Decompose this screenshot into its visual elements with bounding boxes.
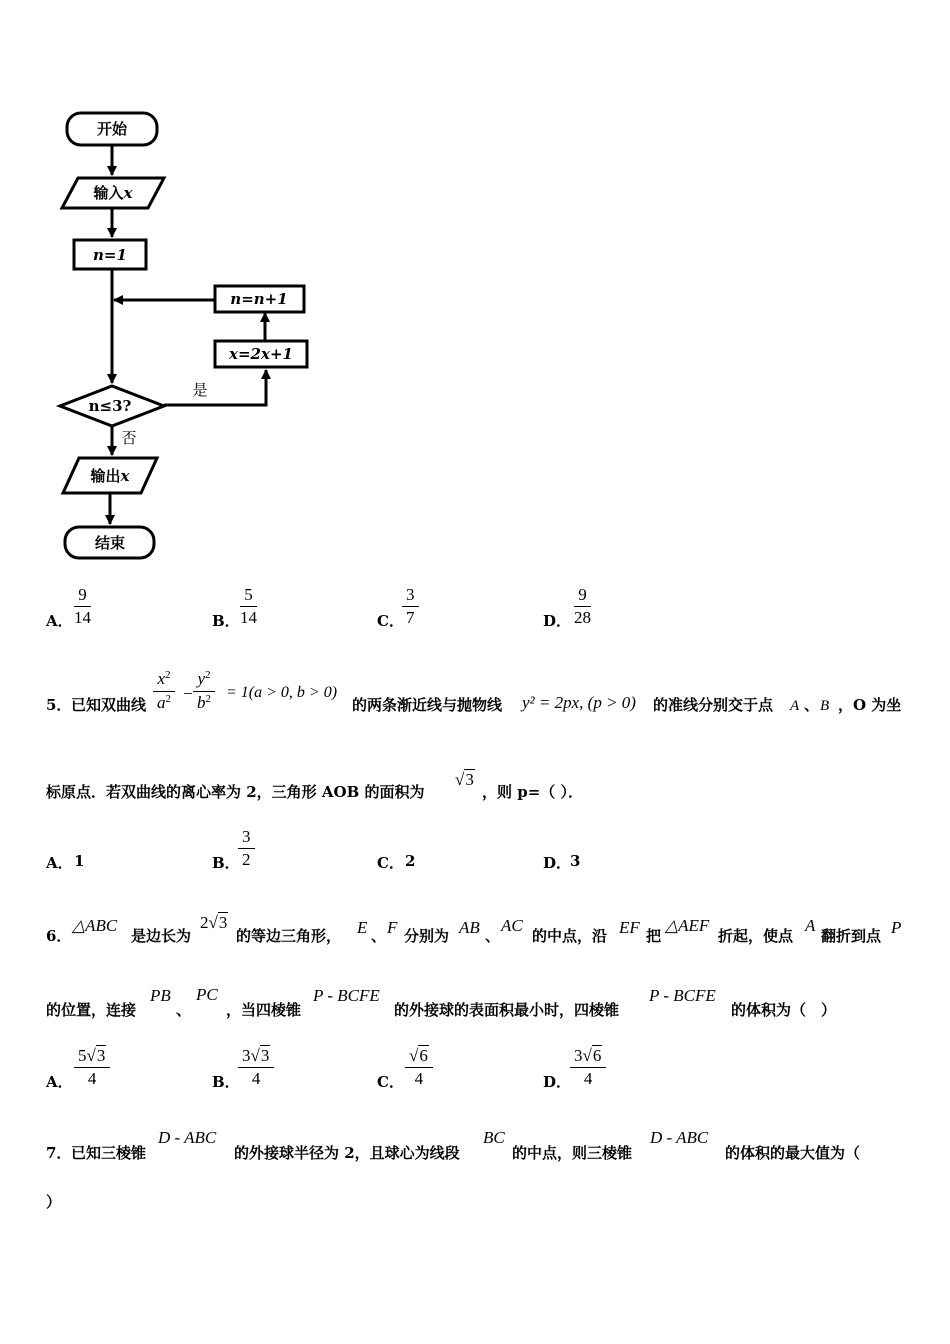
q6-point-f: F	[387, 918, 398, 937]
q5-hyperbola-minus: −	[183, 684, 193, 703]
q5-text-6: ，则 p=（ ）．	[482, 783, 584, 801]
q5-area-value: √3	[455, 770, 474, 789]
q6-text-8: 的位置，连接	[46, 1001, 137, 1019]
q6-separator-2: 、	[485, 927, 501, 945]
update-x-label: x=2x+1	[229, 345, 293, 363]
q7-segment-bc: BC	[483, 1128, 505, 1147]
q4-option-c-label: C．	[377, 612, 404, 630]
q5-separator: 、	[804, 696, 820, 714]
q5-option-d-value: 3	[570, 852, 581, 870]
q5-option-d-label: D．	[543, 854, 572, 872]
q4-option-b-label: B．	[212, 612, 240, 630]
q6-triangle-abc: △ABC	[72, 916, 118, 935]
q7-pyramid-2: D - ABC	[650, 1128, 709, 1147]
q5-point-b: B	[820, 698, 830, 714]
start-label: 开始	[96, 120, 128, 138]
q5-point-a: A	[790, 698, 800, 714]
q5-option-b-label: B．	[212, 854, 240, 872]
flowchart	[0, 0, 950, 580]
q7-text-5: ）	[46, 1193, 62, 1211]
q6-option-a-label: A．	[46, 1073, 73, 1091]
q6-pyramid-2: P - BCFE	[649, 986, 716, 1005]
q6-segment-pc: PC	[196, 985, 218, 1004]
q6-side-length: 2√3	[200, 913, 228, 932]
q7-text-1: 已知三棱锥	[71, 1144, 147, 1162]
q6-separator-1: 、	[371, 927, 387, 945]
q7-pyramid-1: D - ABC	[158, 1128, 217, 1147]
q6-option-b-value: $\frac{3√3}{4}$	[238, 1047, 274, 1088]
q6-text-7: 翻折到点	[821, 927, 882, 945]
q4-option-d-label: D．	[543, 612, 572, 630]
q6-pyramid-1: P - BCFE	[313, 986, 380, 1005]
q7-text-4: 的体积的最大值为（	[725, 1144, 861, 1162]
q5-option-c-value: 2	[405, 852, 416, 870]
q5-number: 5．	[46, 696, 72, 714]
no-label: 否	[121, 429, 137, 447]
q6-option-d-label: D．	[543, 1073, 572, 1091]
q5-text-5: 标原点．若双曲线的离心率为 2，三角形 AOB 的面积为	[46, 783, 425, 801]
q4-option-d-value: $\frac{9}{28}$	[574, 585, 591, 627]
q6-segment-ef: EF	[619, 918, 640, 937]
q6-text-3: 分别为	[404, 927, 450, 945]
q6-segment-ab: AB	[459, 918, 480, 937]
output-label: 输出x	[90, 467, 130, 485]
q5-text-1: 已知双曲线	[71, 696, 147, 714]
q6-text-1: 是边长为	[131, 927, 192, 945]
q6-option-b-label: B．	[212, 1073, 240, 1091]
q5-hyperbola-y-term: $\frac{y^2}{b^2}$	[193, 670, 215, 713]
q5-option-c-label: C．	[377, 854, 404, 872]
q5-option-a-label: A．	[46, 854, 73, 872]
init-label: n=1	[93, 246, 127, 264]
q5-text-3: 的准线分别交于点	[653, 696, 774, 714]
q6-point-e: E	[357, 918, 368, 937]
q6-option-c-label: C．	[377, 1073, 404, 1091]
q6-segment-pb: PB	[150, 986, 171, 1005]
q6-number: 6．	[46, 927, 72, 945]
q6-point-p: P	[891, 918, 902, 937]
q5-text-2: 的两条渐近线与抛物线	[352, 696, 503, 714]
condition-label: n≤3?	[88, 397, 132, 415]
q5-option-a-value: 1	[74, 852, 85, 870]
q7-text-2: 的外接球半径为 2，且球心为线段	[234, 1144, 460, 1162]
yes-label: 是	[192, 381, 208, 399]
q6-text-6: 折起，使点	[718, 927, 794, 945]
q6-text-4: 的中点，沿	[532, 927, 608, 945]
q7-number: 7．	[46, 1144, 72, 1162]
q4-option-b-value: $\frac{5}{14}$	[240, 585, 257, 627]
q7-text-3: 的中点，则三棱锥	[512, 1144, 633, 1162]
q5-option-b-value: $\frac{3}{2}$	[238, 828, 255, 869]
q4-option-a-value: $\frac{9}{14}$	[74, 585, 91, 627]
q4-option-c-value: $\frac{3}{7}$	[402, 586, 419, 627]
q5-hyperbola-x-term: $\frac{x^2}{a^2}$	[153, 670, 175, 713]
q6-text-5: 把	[646, 927, 662, 945]
q4-option-a-label: A．	[46, 612, 73, 630]
input-label: 输入x	[93, 184, 133, 202]
q6-segment-ac: AC	[501, 916, 523, 935]
q6-text-2: 的等边三角形，	[236, 927, 342, 945]
q6-option-a-value: $\frac{5√3}{4}$	[74, 1047, 110, 1088]
q6-point-a: A	[805, 916, 816, 935]
q6-separator-3: 、	[176, 1001, 192, 1019]
q6-triangle-aef: △AEF	[665, 916, 710, 935]
q6-text-10: 的外接球的表面积最小时，四棱锥	[394, 1001, 620, 1019]
q5-text-4: ，O 为坐	[838, 696, 902, 714]
end-label: 结束	[94, 534, 126, 552]
update-n-label: n=n+1	[230, 290, 288, 308]
q6-text-11: 的体积为（ ）	[731, 1001, 837, 1019]
q6-option-c-value: $\frac{√6}{4}$	[405, 1047, 433, 1088]
q5-hyperbola-tail: = 1(a > 0, b > 0)	[226, 684, 338, 701]
q6-text-9: ，当四棱锥	[226, 1001, 302, 1019]
q6-option-d-value: $\frac{3√6}{4}$	[570, 1047, 606, 1088]
q5-parabola: y² = 2px, (p > 0)	[522, 693, 636, 712]
